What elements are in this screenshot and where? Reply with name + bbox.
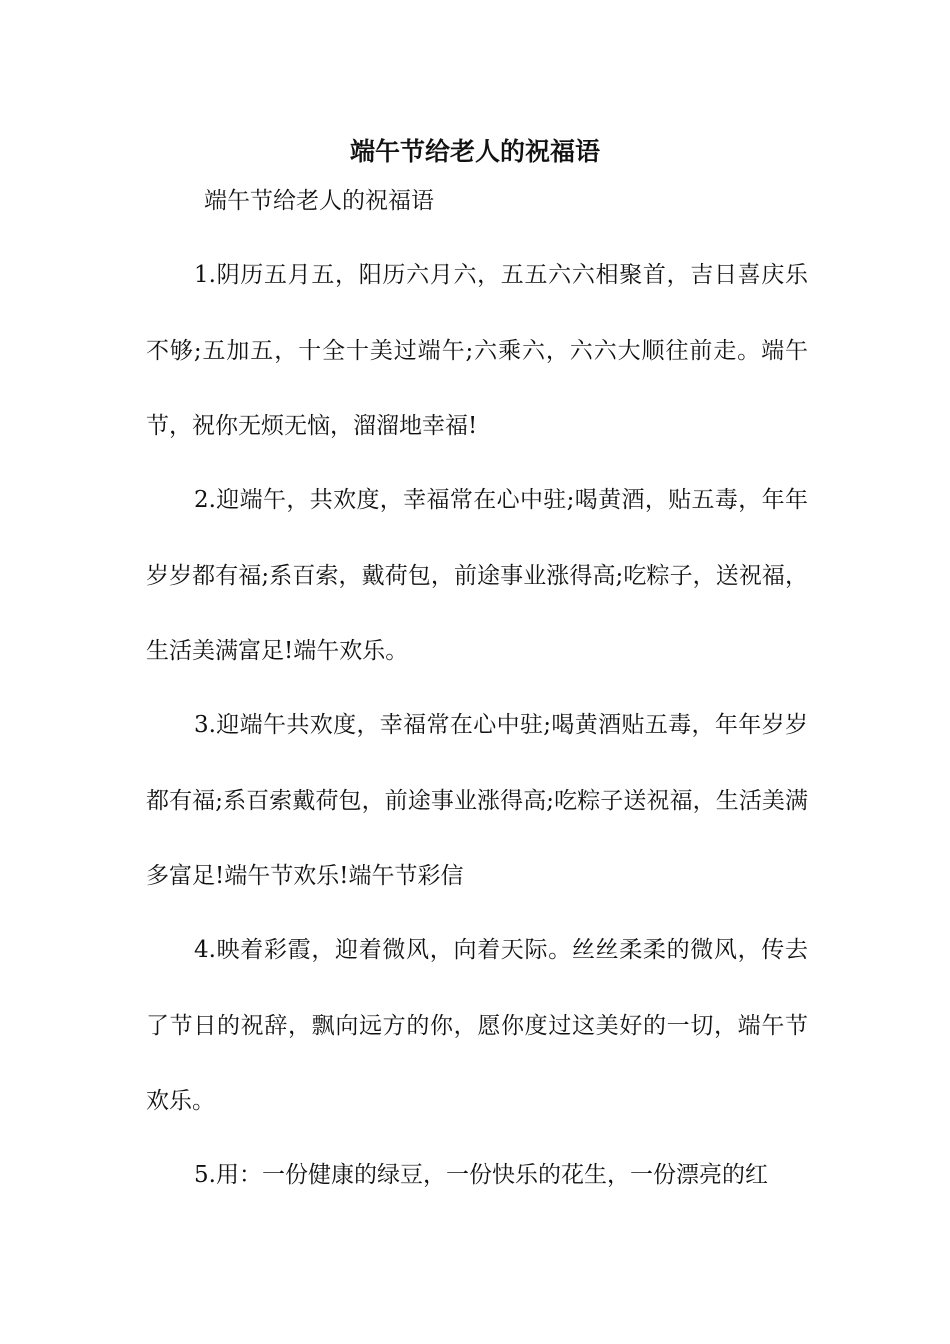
paragraph-5: 5.用：一份健康的绿豆，一份快乐的花生，一份漂亮的红 (194, 1162, 768, 1188)
paragraph-3: 3.迎端午共欢度，幸福常在心中驻;喝黄酒贴五毒，年年岁岁都有福;系百索戴荷包，前途事业涨得高;吃粽子送祝福，生活美满多富足!端午节欢乐!端午节彩信 (146, 712, 808, 889)
paragraph-1: 1.阴历五月五，阳历六月六，五五六六相聚首，吉日喜庆乐不够;五加五，十全十美过端午;六乘六，六六大顺往前走。端午节，祝你无烦无恼，溜溜地幸福! (146, 262, 808, 439)
paragraph-4: 4.映着彩霞，迎着微风，向着天际。丝丝柔柔的微风，传去了节日的祝辞，飘向远方的你，愿你度过这美好的一切，端午节欢乐。 (146, 937, 808, 1114)
document-subtitle: 端午节给老人的祝福语 (204, 188, 434, 214)
paragraph-2: 2.迎端午，共欢度，幸福常在心中驻;喝黄酒，贴五毒，年年岁岁都有福;系百索，戴荷包，前途事业涨得高;吃粽子，送祝福，生活美满富足!端午欢乐。 (146, 487, 808, 664)
document-title: 端午节给老人的祝福语 (349, 137, 600, 166)
